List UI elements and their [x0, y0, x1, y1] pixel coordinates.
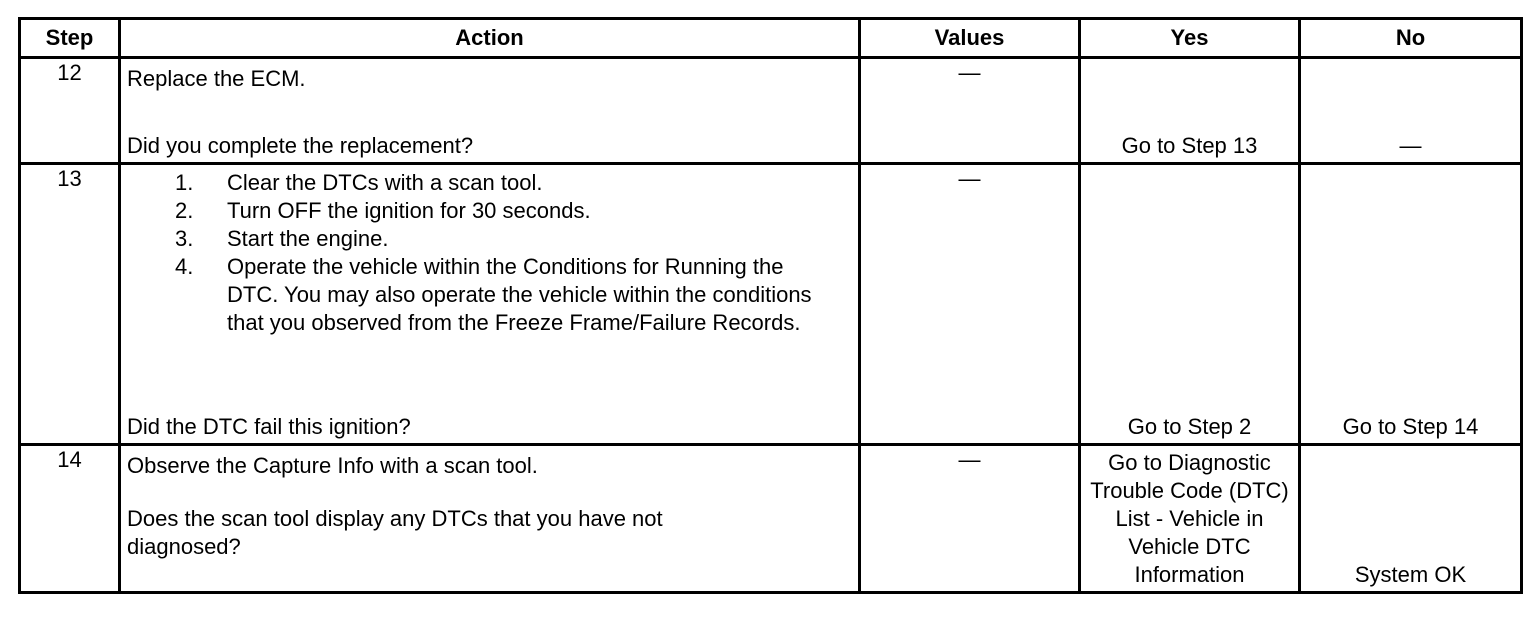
- yes-result: Go to Step 2: [1127, 414, 1252, 439]
- header-action: Action: [120, 19, 860, 58]
- action-question: Did you complete the replacement?: [127, 133, 474, 158]
- diagnostic-table: [18, 17, 1523, 594]
- action-instruction: Replace the ECM.: [127, 66, 306, 91]
- list-item-text: Operate the vehicle within the Conditions for Running the DTC. You may also operate the vehicle within the conditions that you observed from the Freeze Frame/Failure Records.: [227, 254, 812, 335]
- yes-cell: [1080, 445, 1300, 593]
- values-cell: —: [860, 164, 1080, 445]
- yes-result: Go to Diagnostic Trouble Code (DTC) List - Vehicle in Vehicle DTC Information: [1090, 450, 1289, 587]
- no-result: —: [1399, 133, 1422, 158]
- action-steps-list: [127, 169, 852, 337]
- table-row: [20, 445, 1522, 593]
- action-instruction: Observe the Capture Info with a scan tool.: [127, 453, 538, 478]
- table-row: [20, 164, 1522, 445]
- step-number: 12: [20, 58, 120, 164]
- list-item-number: 2.: [175, 198, 194, 223]
- action-cell: [120, 58, 860, 164]
- action-cell: [120, 164, 860, 445]
- step-number: 14: [20, 445, 120, 593]
- list-item-number: 4.: [175, 254, 194, 279]
- header-no: No: [1300, 19, 1522, 58]
- values-cell: —: [860, 58, 1080, 164]
- action-question: Does the scan tool display any DTCs that you have not diagnosed?: [127, 506, 663, 559]
- list-item: [127, 169, 852, 197]
- no-cell: [1300, 164, 1522, 445]
- table-header-row: [20, 19, 1522, 58]
- yes-cell: [1080, 164, 1300, 445]
- header-step: Step: [20, 19, 120, 58]
- action-cell: [120, 445, 860, 593]
- list-item-text: Clear the DTCs with a scan tool.: [227, 170, 543, 195]
- no-result: System OK: [1354, 562, 1467, 587]
- no-result: Go to Step 14: [1342, 414, 1479, 439]
- list-item-number: 3.: [175, 226, 194, 251]
- no-cell: [1300, 445, 1522, 593]
- list-item-text: Start the engine.: [227, 226, 389, 251]
- values-cell: —: [860, 445, 1080, 593]
- list-item: [127, 197, 852, 225]
- yes-result: Go to Step 13: [1121, 133, 1258, 158]
- list-item: [127, 253, 852, 337]
- step-number: 13: [20, 164, 120, 445]
- action-question: Did the DTC fail this ignition?: [127, 414, 411, 439]
- list-item: [127, 225, 852, 253]
- list-item-text: Turn OFF the ignition for 30 seconds.: [227, 198, 591, 223]
- no-cell: [1300, 58, 1522, 164]
- header-values: Values: [860, 19, 1080, 58]
- table-row: [20, 58, 1522, 164]
- list-item-number: 1.: [175, 170, 194, 195]
- yes-cell: [1080, 58, 1300, 164]
- header-yes: Yes: [1080, 19, 1300, 58]
